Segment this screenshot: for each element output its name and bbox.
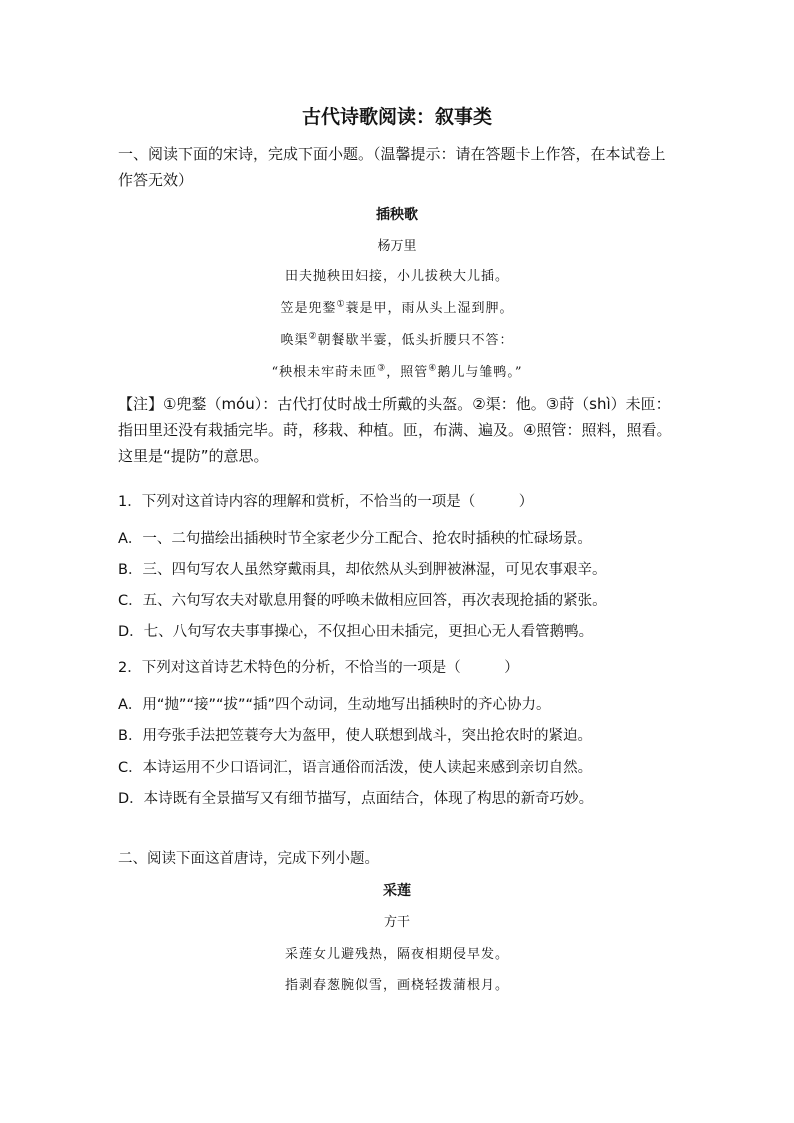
question-2-option-a: A．用“抛”“接”“拔”“插”四个动词，生动地写出插秧时的齐心协力。 xyxy=(118,697,551,713)
poem1-line-4 xyxy=(0,362,794,384)
question-2-option-d: D．本诗既有全景描写又有细节描写，点面结合，体现了构思的新奇巧妙。 xyxy=(118,791,594,807)
poem1-line-2-text-b: 蓑是甲，雨从头上湿到胛。 xyxy=(345,301,514,316)
poem2-line-2: 指剥春葱腕似雪，画桡轻拨蒲根月。 xyxy=(284,978,509,993)
poem1-line-4-text-b: ，照管 xyxy=(386,365,429,380)
question-1-option-a: A．一、二句描绘出插秧时节全家老少分工配合、抢农时插秧的忙碌场景。 xyxy=(118,531,592,547)
poem1-notes: 【注】①兜鍪（móu）：古代打仗时战士所戴的头盔。②渠：他。③莳（shì）未匝：指田里还没有栽插完毕。莳，移栽、种植。匝，布满、遍及。④照管：照料，照看。这里是“提防”的意思。 xyxy=(118,395,672,465)
poem1-line-3-text-b: 朝餐歇半霎，低头折腰只不答： xyxy=(317,333,514,348)
poem1-line-3-text-a: 唤渠 xyxy=(280,333,309,348)
poem2-author: 方干 xyxy=(383,915,410,930)
question-2-option-c: C．本诗运用不少口语词汇，语言通俗而活泼，使人读起来感到亲切自然。 xyxy=(118,760,593,776)
poem2-line-1: 采莲女儿避残热，隔夜相期侵早发。 xyxy=(284,947,509,962)
poem1-title: 插秧歌 xyxy=(376,207,418,223)
question-1-option-c: C．五、六句写农夫对歇息用餐的呼唤未做相应回答，再次表现抢插的紧张。 xyxy=(118,593,607,609)
poem1-line-4-text-c: 鹅儿与雏鸭。” xyxy=(437,365,523,380)
section2-intro: 二、阅读下面这首唐诗，完成下列小题。 xyxy=(118,851,379,867)
page-title: 古代诗歌阅读：叙事类 xyxy=(301,106,492,128)
poem1-line-4-text-a: “秧根未牢莳未匝 xyxy=(271,365,378,380)
poem1-line-2-text-a: 笠是兜鍪 xyxy=(280,301,337,316)
poem2-title: 采莲 xyxy=(383,883,411,899)
note-ref-4: ④ xyxy=(428,363,438,374)
section1-intro: 一、阅读下面的宋诗，完成下面小题。（温馨提示：请在答题卡上作答，在本试卷上作答无效） xyxy=(118,145,666,189)
question-2-option-b: B．用夸张手法把笠蓑夸大为盔甲，使人联想到战斗，突出抢农时的紧迫。 xyxy=(118,728,592,744)
question-1-option-b: B．三、四句写农人虽然穿戴雨具，却依然从头到胛被淋湿，可见农事艰辛。 xyxy=(118,562,607,578)
poem1-line-2 xyxy=(0,298,794,320)
poem1-author: 杨万里 xyxy=(377,239,417,254)
question-2-stem: 2．下列对这首诗艺术特色的分析，不恰当的一项是（ ） xyxy=(118,660,519,676)
note-ref-1: ① xyxy=(336,299,346,310)
question-1-stem: 1．下列对这首诗内容的理解和赏析，不恰当的一项是（ ） xyxy=(118,494,534,510)
poem1-line-1 xyxy=(0,266,794,288)
note-ref-3: ③ xyxy=(377,363,387,374)
question-1-option-d: D．七、八句写农夫事事操心，不仅担心田未插完，更担心无人看管鹅鸭。 xyxy=(118,624,594,640)
note-ref-2: ② xyxy=(308,331,318,342)
poem1-line-3 xyxy=(0,330,794,352)
poem1-line-1-text: 田夫抛秧田妇接，小儿拔秧大儿插。 xyxy=(284,269,509,284)
